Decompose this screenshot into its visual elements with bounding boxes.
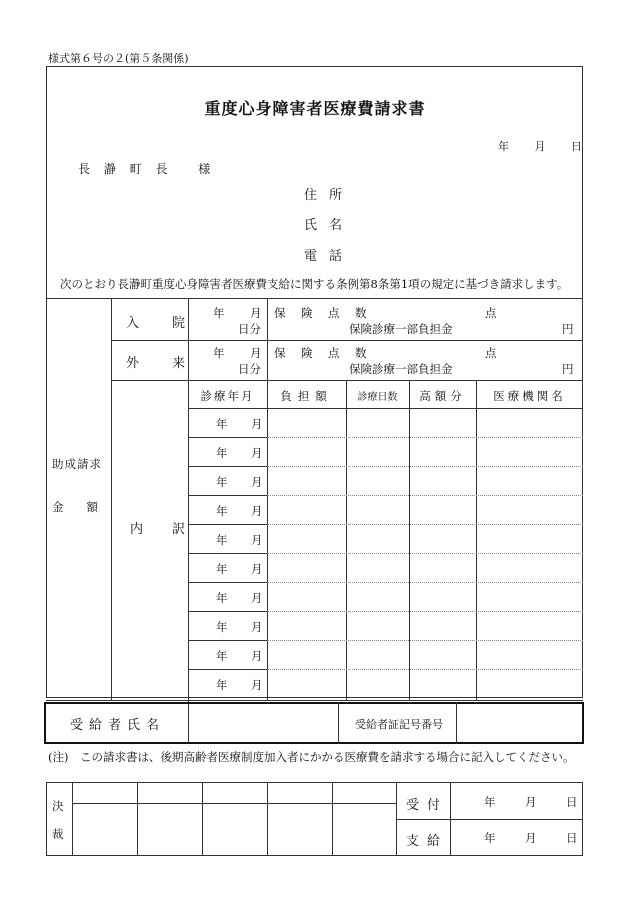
row-line-inpatient: [111, 340, 583, 341]
detail-row-month: 月: [251, 649, 263, 663]
note-text: (注) この請求書は、後期高齢者医療制度加入者にかかる医療費を請求する場合に記入してください。: [48, 750, 575, 764]
detail-row-line: [188, 669, 267, 670]
detail-row-month: 月: [251, 562, 263, 576]
outpatient-year: 年: [213, 346, 225, 360]
detail-row-dash: [267, 669, 583, 670]
detail-col-line: [476, 380, 477, 700]
detail-header-cell: 診療年月: [200, 389, 255, 403]
detail-row-dash: [267, 466, 583, 467]
claim-amount-label-1: 助成請求: [52, 457, 102, 471]
detail-row-dash: [267, 640, 583, 641]
detail-row-year: 年: [216, 620, 228, 634]
inpatient-points-unit: 点: [485, 306, 497, 320]
detail-row-dash: [267, 524, 583, 525]
outpatient-month: 月: [250, 346, 262, 360]
detail-row-line: [188, 437, 267, 438]
stamp-col-1: [137, 782, 138, 856]
inpatient-year: 年: [213, 306, 225, 320]
phone-label: 電話: [304, 249, 355, 264]
detail-col-line: [409, 380, 410, 700]
detail-row-dash: [267, 437, 583, 438]
detail-header-cell: 医療機関名: [493, 389, 566, 403]
recipient-divider-1: [338, 702, 339, 744]
submission-date: [498, 138, 582, 154]
detail-row-line: [188, 466, 267, 467]
detail-row-month: 月: [251, 678, 263, 692]
detail-row-year: 年: [216, 649, 228, 663]
outpatient-points-unit: 点: [485, 346, 497, 360]
col-divider-1: [111, 298, 112, 700]
payment-year: 年: [484, 831, 496, 845]
date-day: 日: [571, 140, 582, 153]
detail-header-line: [188, 408, 583, 409]
payment-day: 日: [566, 831, 578, 845]
detail-row-line: [188, 640, 267, 641]
detail-row-month: 月: [251, 533, 263, 547]
received-day: 日: [566, 795, 578, 809]
inpatient-points-label: 保 険 点 数: [274, 306, 369, 320]
received-month: 月: [525, 795, 537, 809]
detail-row-year: 年: [216, 417, 228, 431]
addressee: 長 瀞 町 長 様: [78, 162, 216, 176]
detail-header-cell: 負担額: [280, 389, 333, 403]
inpatient-label: 入 院: [126, 316, 196, 331]
detail-row-line: [188, 524, 267, 525]
approval-label-divider: [72, 782, 73, 856]
inpatient-month: 月: [250, 306, 262, 320]
detail-row-year: 年: [216, 504, 228, 518]
received-label: 受付: [406, 798, 449, 813]
recipient-cert-field[interactable]: [458, 703, 582, 743]
detail-row-dash: [267, 553, 583, 554]
inpatient-yen-unit: 円: [562, 322, 574, 336]
address-label: 住所: [304, 188, 355, 203]
detail-row-year: 年: [216, 475, 228, 489]
inpatient-copay-label: 保険診療一部負担金: [349, 322, 453, 336]
form-title: 重度心身障害者医療費請求書: [204, 99, 426, 118]
detail-col-line: [346, 380, 347, 700]
claim-amount-label-2: 金 額: [52, 500, 98, 514]
outpatient-yen-unit: 円: [562, 362, 574, 376]
outpatient-points-label: 保 険 点 数: [274, 346, 369, 360]
date-year: 年: [498, 140, 509, 153]
detail-row-line: [188, 582, 267, 583]
approval-stamp-line: [72, 803, 396, 804]
detail-row-year: 年: [216, 591, 228, 605]
payment-label: 支給: [406, 834, 449, 849]
detail-row-year: 年: [216, 678, 228, 692]
date-month: 月: [534, 140, 546, 153]
approval-date-line: [396, 819, 583, 820]
detail-row-month: 月: [251, 620, 263, 634]
inpatient-days: 日分: [238, 322, 261, 336]
outpatient-days: 日分: [238, 362, 261, 376]
approval-label-bottom: 裁: [52, 827, 64, 841]
detail-row-dash: [267, 611, 583, 612]
detail-bottom-line: [46, 700, 583, 701]
detail-header-cell: 高額分: [419, 389, 466, 403]
recipient-cert-label: 受給者証記号番号: [355, 718, 443, 731]
recipient-divider-2: [456, 702, 457, 744]
table-top-line: [46, 298, 583, 299]
detail-row-month: 月: [251, 417, 263, 431]
recipient-name-field[interactable]: [190, 703, 337, 743]
form-number-label: 様式第６号の２(第５条関係): [48, 52, 189, 65]
outpatient-copay-label: 保険診療一部負担金: [349, 362, 453, 376]
detail-row-month: 月: [251, 504, 263, 518]
detail-row-dash: [267, 582, 583, 583]
detail-row-month: 月: [251, 591, 263, 605]
breakdown-label: 内 訳: [130, 522, 194, 537]
approval-label-top: 決: [52, 799, 64, 813]
received-year: 年: [484, 795, 496, 809]
detail-row-month: 月: [251, 475, 263, 489]
detail-row-line: [188, 611, 267, 612]
claim-statement: 次のとおり長瀞町重度心身障害者医療費支給に関する条例第8条第1項の規定に基づき請求します。: [60, 277, 569, 291]
outpatient-label: 外 来: [126, 356, 196, 371]
detail-header-cell: 診療日数: [357, 392, 398, 403]
recipient-name-label: 受給者氏名: [70, 718, 166, 733]
detail-row-year: 年: [216, 533, 228, 547]
detail-row-dash: [267, 495, 583, 496]
detail-row-line: [188, 495, 267, 496]
name-label: 氏名: [304, 218, 355, 233]
row-line-outpatient: [111, 380, 583, 381]
detail-row-year: 年: [216, 562, 228, 576]
stamp-col-3: [267, 782, 268, 856]
detail-row-line: [188, 553, 267, 554]
stamp-col-4: [332, 782, 333, 856]
detail-row-year: 年: [216, 446, 228, 460]
payment-month: 月: [525, 831, 537, 845]
stamp-col-2: [202, 782, 203, 856]
detail-row-month: 月: [251, 446, 263, 460]
